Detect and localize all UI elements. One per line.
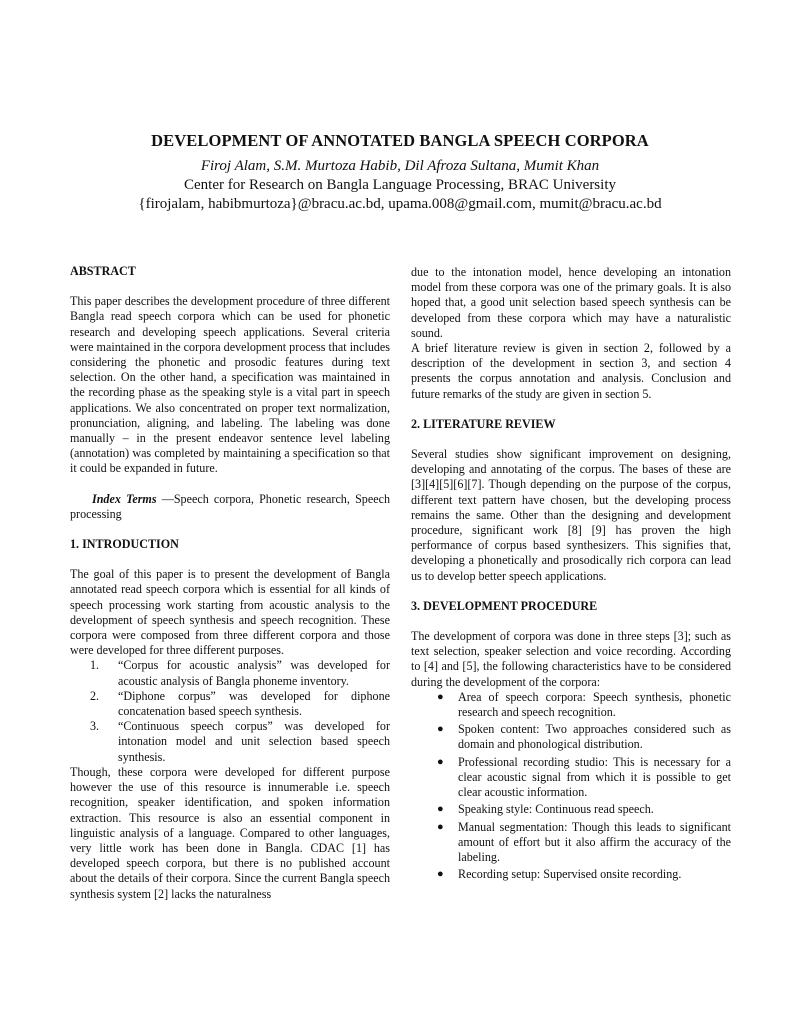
bullet-icon: ● [437, 755, 444, 768]
corpus-list [70, 658, 390, 764]
bullet-icon: ● [437, 803, 444, 816]
list-item-text: Speaking style: Continuous read speech. [458, 802, 654, 817]
list-item [70, 719, 390, 765]
list-item-text: “Continuous speech corpus” was developed for intonation model and unit selection based speech synthesis. [118, 719, 390, 764]
list-item [411, 755, 731, 801]
list-item-number: 3. [90, 719, 100, 734]
bullet-icon: ● [437, 868, 444, 881]
list-item [411, 867, 731, 882]
list-item [411, 802, 731, 817]
abstract-heading: ABSTRACT [70, 264, 136, 278]
author-list: Firoj Alam, S.M. Murtoza Habib, Dil Afroza Sultana, Mumit Khan [200, 158, 600, 174]
bullet-icon: ● [437, 690, 444, 703]
bullet-icon: ● [437, 820, 444, 833]
index-terms-label: Index Terms [92, 491, 157, 506]
paper-title: DEVELOPMENT OF ANNOTATED BANGLA SPEECH CORPORA [151, 131, 649, 150]
introduction-paragraph-2: Though, these corpora were developed for different purpose however the use of this resource is innumerable i.e. speech recognition, speaker identification, and spoken information extraction. This resource is also an essential component in linguistic analysis of a language. Compared to other languages, very little work has been done in Bangla. CDAC [1] has developed speech corpora, but there is no published account about the details of their corpora. Since the current Bangla speech synthesis system [2] lacks the naturalness [70, 764, 390, 901]
development-heading: 3. DEVELOPMENT PROCEDURE [411, 598, 598, 613]
abstract-body: This paper describes the development procedure of three different Bangla read speech corpora which can be used for phonetic research and developing speech applications. Several criteria were maintained in the corpora development process that includes considering the phonetic and prosodic features during text selection. On the other hand, a specification was maintained in the recording phase as the speaking style is a vital part in speech applications. We also concentrated on proper text normalization, pronunciation, aligning, and labeling. The labeling was done manually – in the present endeavor sentence level labeling (annotation) was completed by maintaining a specification so that it could be expanded in future. [70, 294, 390, 476]
left-column [70, 264, 390, 902]
development-body: The development of corpora was done in three steps [3]; such as text selection, speaker selection and voice recording. According to [4] and [5], the following characteristics have to be considered during the development of the corpora: [411, 629, 731, 689]
list-item-text: Manual segmentation: Though this leads to significant amount of effort but it also affirm the accuracy of the labeling. [458, 819, 731, 864]
introduction-paragraph-4: A brief literature review is given in section 2, followed by a description of the development in section 3, and section 4 presents the corpus annotation and analysis. Conclusion and future remarks of the study are given in section 5. [411, 341, 731, 401]
list-item [411, 690, 731, 720]
introduction-heading: 1. INTRODUCTION [70, 537, 179, 552]
list-item-number: 1. [90, 658, 100, 673]
introduction-paragraph-1: The goal of this paper is to present the development of Bangla annotated read speech corpora which is essential for all kinds of speech processing work starting from acoustic analysis to the development of speech synthesis and speech recognition. These corpora were composed from three different corpora and those were developed for three different purposes. [70, 567, 390, 658]
author-emails: {firojalam, habibmurtoza}@bracu.ac.bd, upama.008@gmail.com, mumit@bracu.ac.bd [138, 196, 662, 212]
index-terms-text: —Speech corpora, Phonetic research, Speech processing [70, 491, 390, 521]
list-item [411, 722, 731, 752]
list-item [411, 820, 731, 866]
literature-body: Several studies show significant improvement on designing, developing and annotating of the corpus. The bases of these are [3][4][5][6][7]. Though depending on the purpose of the corpus, different text pattern have chosen, but the developing process remains the same. Other than the designing and development procedure, significant work [8] [9] has proven the high performance of corpus based synthesizers. This signifies that, developing a phonetically and prosodically rich corpora can lead us to develop better speech applications. [411, 447, 731, 583]
list-item-text: Recording setup: Supervised onsite recording. [458, 867, 682, 882]
list-item-text: “Diphone corpus” was developed for diphone concatenation based speech synthesis. [118, 688, 390, 719]
list-item [70, 689, 390, 719]
bullet-icon: ● [437, 723, 444, 736]
list-item [70, 658, 390, 688]
list-item-text: “Corpus for acoustic analysis” was developed for acoustic analysis of Bangla phoneme inventory. [118, 658, 390, 688]
list-item-text: Spoken content: Two approaches considered such as domain and phonological distribution. [458, 722, 731, 752]
literature-heading: 2. LITERATURE REVIEW [411, 416, 556, 431]
right-column [411, 265, 731, 884]
characteristics-list [411, 690, 731, 882]
list-item-text: Professional recording studio: This is necessary for a clear acoustic signal from which it is possible to get clear acoustic information. [458, 754, 731, 800]
affiliation: Center for Research on Bangla Language Processing, BRAC University [184, 177, 616, 193]
index-terms [70, 492, 390, 522]
list-item-number: 2. [90, 688, 100, 703]
introduction-paragraph-3: due to the intonation model, hence developing an intonation model from these corpora was one of the primary goals. It is also hoped that, a good unit selection based speech synthesis can be developed from these corpora which may have a naturalistic sound. [411, 265, 731, 340]
list-item-text: Area of speech corpora: Speech synthesis, phonetic research and speech recognition. [458, 689, 731, 720]
